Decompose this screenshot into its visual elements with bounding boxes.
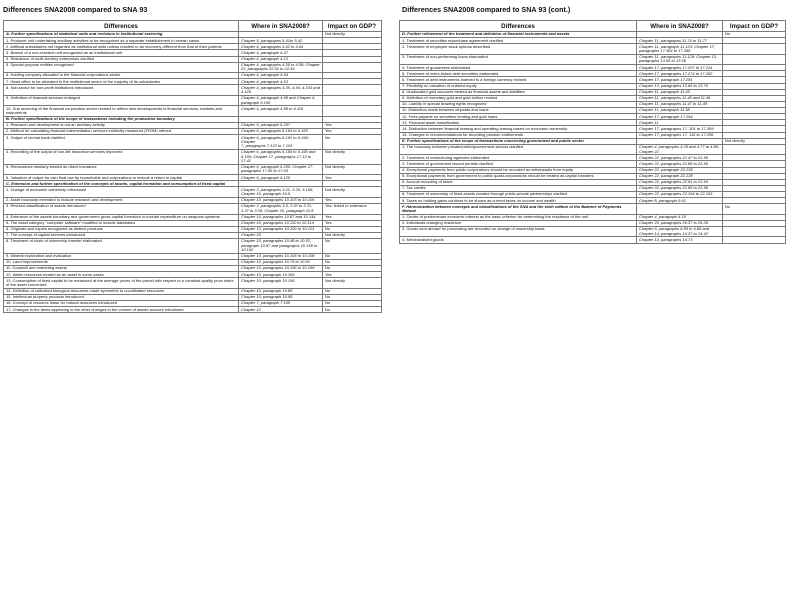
- impact-cell: No: [323, 288, 382, 294]
- where-cell: Chapter 6, paragraphs 6.85 to 6.86 and Chapter 14, paragraphs 14.37 to 14.42: [637, 227, 723, 237]
- difference-cell: 1. The boundary between private/public/government sectors clarified: [400, 144, 637, 154]
- table-row: [4, 307, 382, 313]
- where-cell: Chapter 6, paragraphs 6.151 to 6.156; Chapter 7, paragraphs 7.122 to 7.126: [239, 135, 323, 150]
- difference-cell: 4. Residence of multi-territory enterprises clarified: [4, 56, 239, 62]
- where-cell: Chapter 3, paragraphs 3.5, 3.30 to 3.31, 3.37 to 3.39; Chapter 10, paragraph 10.8: [239, 204, 323, 214]
- where-cell: Chapter 8, paragraph 8.61: [637, 198, 723, 204]
- difference-cell: 9. Definition of monetary gold and gold bullion revised: [400, 95, 637, 101]
- right-differences-table: [399, 20, 786, 244]
- difference-cell: 5. Reinsurance similarly treated as direct insurance: [4, 164, 239, 174]
- difference-cell: 5. Special purpose entities recognized: [4, 62, 239, 72]
- where-cell: Chapter 6, paragraphs 6.184 to 6.190 and 6.199; Chapter 17, paragraphs 17.13 to 17.42: [239, 149, 323, 164]
- where-cell: Chapter 10, paragraphs 10.79 to 10.81: [239, 259, 323, 265]
- where-cell: Chapter 17, paragraph 17.254: [637, 114, 723, 120]
- difference-cell: 10. Land improvements: [4, 259, 239, 265]
- right-page-title: Differences SNA2008 compared to SNA 93 (cont.): [402, 5, 571, 14]
- where-cell: Chapter 10, paragraphs 10.48 to 10.52, paragraph 10.97 and paragraphs 10.158 to 10.162: [239, 239, 323, 254]
- difference-cell: 8. Treatment of costs of ownership transfer elaborated: [4, 239, 239, 254]
- where-cell: Chapter 11, paragraph 11.45: [637, 89, 723, 95]
- section-impact: No: [723, 204, 786, 214]
- where-cell: Chapter 5, paragraphs 5.41to 5.42: [239, 38, 323, 44]
- where-cell: Chapter 10, paragraph 10.156: [239, 278, 323, 288]
- where-cell: Chapter 20: [239, 232, 323, 238]
- difference-cell: 6. Accrual recording of taxes: [400, 179, 637, 185]
- section-impact: Not directly: [323, 32, 382, 38]
- where-cell: Chapter 13, paragraphs 13.69 to 13.70: [637, 83, 723, 89]
- difference-cell: 11. Distinction made between deposits and loans: [400, 108, 637, 114]
- where-cell: Chapter 4, paragraph 4.53: [239, 79, 323, 85]
- where-cell: Chapter 22, paragraph 22.135: [637, 167, 723, 173]
- difference-cell: 6. Valuation of output for own final use by households and corporations to include a return to capital: [4, 175, 239, 181]
- impact-cell: Not directly: [323, 232, 382, 238]
- difference-cell: 3. Treatment of non-performing loans elaborated: [400, 54, 637, 64]
- impact-cell: [723, 237, 786, 243]
- where-cell: Chapter 10, paragraphs 10.110 to 10.114: [239, 220, 323, 226]
- where-cell: Chapter 14, paragraphs 14.73: [637, 237, 723, 243]
- table-row: [400, 227, 786, 237]
- section-impact: No: [723, 32, 786, 38]
- difference-cell: 13. Financial asset classification: [400, 120, 637, 126]
- difference-cell: 2. Artificial subsidiaries not regarded as institutional units unless resident in an economy different from that of their parents: [4, 44, 239, 50]
- difference-cell: 9. Definition of financial services enlarged: [4, 95, 239, 105]
- table-row: [4, 106, 382, 116]
- difference-cell: 7. The concept of capital services introduced: [4, 232, 239, 238]
- left-table-header: [4, 21, 382, 32]
- difference-cell: 5. The asset category "computer software" modified to include databases: [4, 220, 239, 226]
- difference-cell: 11. Goodwill and marketing assets: [4, 266, 239, 272]
- difference-cell: 2. Treatment of employee stock options described: [400, 44, 637, 54]
- difference-cell: 16. Concept of resource lease for natural resources introduced: [4, 301, 239, 307]
- where-cell: Chapter 10, paragraph 10.98: [239, 294, 323, 300]
- where-cell: Chapter 11, paragraphs 11.47 to 11.49: [637, 101, 723, 107]
- impact-cell: No: [323, 266, 382, 272]
- table-row: [4, 135, 382, 150]
- where-cell: Chapter 4, paragraph 4.13: [239, 56, 323, 62]
- table-row: [4, 239, 382, 254]
- impact-cell: Not directly: [323, 149, 382, 164]
- difference-cell: 8. Treatment of ownership of fixed assets created through public-private partnerships clarified: [400, 192, 637, 198]
- where-cell: Chapter 4, paragraphs 4.35, 4.94, 4.103 and 4.129: [239, 85, 323, 95]
- table-row: [400, 54, 786, 64]
- difference-cell: 15. Changes in recommendations for recording pension entitlements: [400, 132, 637, 138]
- where-cell: Chapter 10, paragraph 10.88: [239, 288, 323, 294]
- difference-cell: 2. Individuals changing residence: [400, 220, 637, 226]
- difference-cell: 4. Merchandised goods: [400, 237, 637, 243]
- section-where: [637, 204, 723, 214]
- right-table-header: [400, 21, 786, 32]
- table-row: [4, 214, 382, 220]
- where-cell: Chapter 11, paragraphs 11.74 to 11.77: [637, 38, 723, 44]
- impact-cell: [323, 62, 382, 72]
- impact-cell: No: [323, 301, 382, 307]
- table-row: [4, 204, 382, 214]
- where-cell: Chapter 3, paragraphs 3.21, 3.26, 3.169; Chapter 10, paragraph 10.5: [239, 187, 323, 197]
- difference-cell: 2. Method for calculating financial intermediation services indirectly measured (FISIM) refined: [4, 129, 239, 135]
- impact-cell: [323, 95, 382, 105]
- col-impact: Impact on GDP?: [723, 21, 786, 32]
- impact-cell: Yes: [323, 220, 382, 226]
- where-cell: Chapter 11, paragraphs 11.45 and 11.46: [637, 95, 723, 101]
- impact-cell: Not directly: [323, 278, 382, 288]
- difference-cell: 13. Consumption of fixed capital to be measured at the average prices of the period with respect to a constant-quality price index of the asset concerned: [4, 278, 239, 288]
- impact-cell: Yes: [323, 122, 382, 128]
- where-cell: Chapter 17, paragraphs 17. 116 to 17.206: [637, 132, 723, 138]
- section-heading: C. Extension and further specification of the concepts of assets, capital formation and consumption of fixed capital: [4, 181, 239, 187]
- difference-cell: 3. Revised classification of assets introduced: [4, 204, 239, 214]
- where-cell: Chapter 10, paragraphs 10.100 to 10.101: [239, 226, 323, 232]
- impact-cell: Yes: [323, 272, 382, 278]
- impact-cell: Not directly: [323, 187, 382, 197]
- impact-cell: [323, 85, 382, 95]
- where-cell: Chapter 4, paragraphs 4.25 and 4.77 to 4.80; Chapter 22: [637, 144, 723, 154]
- difference-cell: 2. Treatment of restructuring agencies elaborated: [400, 155, 637, 161]
- difference-cell: 6. Originals and copies recognized as distinct products: [4, 226, 239, 232]
- where-cell: Chapter 22, paragraphs 22.91 to 22.94: [637, 179, 723, 185]
- where-cell: Chapter 17, paragraphs 17. 301 to 17.309: [637, 126, 723, 132]
- where-cell: Chapter 7, paragraph 7.109: [239, 301, 323, 307]
- impact-cell: No: [323, 307, 382, 313]
- table-row: [4, 95, 382, 105]
- impact-cell: [323, 106, 382, 116]
- where-cell: Chapter 4, paragraph 4.98 to 4.116: [239, 106, 323, 116]
- col-impact: Impact on GDP?: [323, 21, 382, 32]
- impact-cell: Not directly: [323, 164, 382, 174]
- where-cell: Chapter 6, paragraph 6.200; Chapter 17, paragraphs 17.56 to 17.65: [239, 164, 323, 174]
- impact-cell: Yes: [323, 175, 382, 181]
- impact-cell: No: [323, 259, 382, 265]
- where-cell: Chapter 17, paragraph 17.281: [637, 77, 723, 83]
- impact-cell: Yes, linked to extension: [323, 204, 382, 214]
- where-cell: Chapter 22, paragraphs 22.88 to 22.90: [637, 161, 723, 167]
- where-cell: Chapter 26, paragraphs 26.37 to 26.39: [637, 220, 723, 226]
- section-impact: Not directly: [723, 138, 786, 144]
- table-row: [400, 237, 786, 243]
- table-row: [4, 149, 382, 164]
- difference-cell: 8. Unallocated gold accounts treated as financial assets and liabilities: [400, 89, 637, 95]
- difference-cell: 1. Research and development is not an ancillary activity: [4, 122, 239, 128]
- difference-cell: 9. Taxes on holding gains continue to be shown as current taxes on income and wealth: [400, 198, 637, 204]
- difference-cell: 1. Centre of predominant economic interest as the basic criterion for determining the residence of the unit: [400, 214, 637, 220]
- where-cell: Chapter 22, paragraph 22.138: [637, 173, 723, 179]
- where-cell: Chapter 4, paragraph 4.54: [239, 73, 323, 79]
- difference-cell: 1. Producer unit undertaking ancillary activities to be recognized as a separate establishment in certain cases: [4, 38, 239, 44]
- impact-cell: No: [323, 294, 382, 300]
- where-cell: Chapter 17, paragraphs 17.274 to 17.282: [637, 71, 723, 77]
- section-heading: E. Further specifications of the scope of transactions concerning government and public sector: [400, 138, 637, 144]
- where-cell: Chapter 6, paragraphs 6.163 to 6.165: [239, 129, 323, 135]
- where-cell: Chapter 10, paragraphs 10.87 and 10.144: [239, 214, 323, 220]
- table-row: [4, 62, 382, 72]
- difference-cell: 10. Liability in special drawing rights recognized: [400, 101, 637, 107]
- difference-cell: 4. Exceptional payments from public corporations should be recorded as withdrawals from equity: [400, 167, 637, 173]
- table-row: [4, 85, 382, 95]
- where-cell: Chapter 4, paragraph 4.47: [239, 50, 323, 56]
- where-cell: Chapter 4, paragraphs 4.55 to 4.58; Chapter 22, paragraphs 22.51 to 22.54: [239, 62, 323, 72]
- where-cell: Chapter 10, paragraphs 10.103 to 10.105: [239, 197, 323, 203]
- col-where: Where in SNA2008?: [239, 21, 323, 32]
- impact-cell: No: [323, 135, 382, 150]
- difference-cell: 15. Intellectual property products introduced: [4, 294, 239, 300]
- difference-cell: 4. Recording of the output of non-life insurance services improved: [4, 149, 239, 164]
- impact-cell: Yes: [323, 197, 382, 203]
- where-cell: Chapter 10, paragraphs 10.196 to 10.199: [239, 266, 323, 272]
- left-differences-table: [3, 20, 382, 313]
- difference-cell: 3. Branch of a non-resident unit recognized as an institutional unit: [4, 50, 239, 56]
- where-cell: Chapter 11: [637, 120, 723, 126]
- difference-cell: 5. Treatment of index-linked debt securities elaborated: [400, 71, 637, 77]
- where-cell: Chapter 6, paragraph 6.125: [239, 175, 323, 181]
- table-row: [400, 44, 786, 54]
- table-row: [4, 187, 382, 197]
- impact-cell: [723, 54, 786, 64]
- difference-cell: 12. Fees payable on securities lending and gold loans: [400, 114, 637, 120]
- section-heading-row: [400, 204, 786, 214]
- difference-cell: 7. Head office to be allocated to the institutional sector of the majority of its subsidiaries: [4, 79, 239, 85]
- where-cell: Chapter 22, paragraphs 22.95 to 22.98: [637, 185, 723, 191]
- where-cell: Chapter 10, paragraph 10.184: [239, 272, 323, 278]
- where-cell: Chapter 4, paragraphs 4.62 to 4.64: [239, 44, 323, 50]
- difference-cell: 14. Definition of cultivated biological resources made symmetric to uncultivated resources: [4, 288, 239, 294]
- where-cell: Chapter 11, paragraph 11.124; Chapter 17, paragraphs 17.384 to 17.398: [637, 44, 723, 54]
- impact-cell: No: [323, 253, 382, 259]
- difference-cell: 6. Treatment of debt instruments indexed to a foreign currency revised: [400, 77, 637, 83]
- where-cell: Chapter 11, paragraphs 11.129; Chapter 13, paragraphs 13.66 to 13.68: [637, 54, 723, 64]
- difference-cell: 1. Change of economic ownership introduced: [4, 187, 239, 197]
- where-cell: Chapter 22, paragraphs 22.47 to 22.50: [637, 155, 723, 161]
- section-heading: B. Further specifications of the scope of transactions including the production boundary: [4, 116, 239, 122]
- difference-cell: 10. Sub sectoring of the financial corporation sector revised to reflect new developments in financial services, markets and instruments: [4, 106, 239, 116]
- impact-cell: No: [323, 239, 382, 254]
- col-differences: Differences: [4, 21, 239, 32]
- col-differences: Differences: [400, 21, 637, 32]
- difference-cell: 9. Mineral exploration and evaluation: [4, 253, 239, 259]
- difference-cell: 5. Exceptional payments from government to public quasi-corporations should be treated as capital transfers: [400, 173, 637, 179]
- col-where: Where in SNA2008?: [637, 21, 723, 32]
- impact-cell: [723, 44, 786, 54]
- left-page-title: Differences SNA2008 compared to SNA 93: [3, 5, 148, 14]
- where-cell: Chapter 17, paragraphs 17.207 to 17.224: [637, 65, 723, 71]
- where-cell: Chapter 10, paragraphs 10.106 to 10.108: [239, 253, 323, 259]
- table-row: [4, 164, 382, 174]
- where-cell: Chapter 4, paragraph 4.10: [637, 214, 723, 220]
- difference-cell: 7. Tax credits: [400, 185, 637, 191]
- difference-cell: 3. Goods sent abroad for processing are recorded on change of ownership basis: [400, 227, 637, 237]
- where-cell: Chapter 11, paragraph 11.58: [637, 108, 723, 114]
- difference-cell: 8. Sub-sector for non-profit institutions introduced: [4, 85, 239, 95]
- difference-cell: 4. Extension of the assets boundary and government gross capital formation to include expenditure on weapons systems: [4, 214, 239, 220]
- difference-cell: 2. Asset boundary extended to include research and development: [4, 197, 239, 203]
- table-row: [400, 144, 786, 154]
- difference-cell: 14. Distinction between financial leasing and operating leasing based on economic ownership: [400, 126, 637, 132]
- where-cell: Chapter 12: [239, 307, 323, 313]
- difference-cell: 3. Output of central bank clarified: [4, 135, 239, 150]
- difference-cell: 12. Water resources treated as an asset in some cases: [4, 272, 239, 278]
- impact-cell: No: [323, 226, 382, 232]
- difference-cell: 6. Holding company allocated to the financial corporations sector: [4, 73, 239, 79]
- impact-cell: Yes: [323, 214, 382, 220]
- section-heading: F. Harmonization between concepts and classifications of the SNA and the sixth edition of the Balance of Payments Manual: [400, 204, 637, 214]
- where-cell: Chapter 22, paragraphs 22.154 to 22.163: [637, 192, 723, 198]
- section-heading: A. Further specifications of statistical units and revisions in institutional sectoring: [4, 32, 239, 38]
- impact-cell: Yes: [323, 129, 382, 135]
- where-cell: Chapter 6, paragraph 6.207: [239, 122, 323, 128]
- impact-cell: [723, 144, 786, 154]
- table-row: [4, 278, 382, 288]
- difference-cell: 3. Treatment of government issued permits clarified: [400, 161, 637, 167]
- difference-cell: 17. Changes in the items appearing in the other changes in the volume of assets account introduced: [4, 307, 239, 313]
- impact-cell: [723, 227, 786, 237]
- difference-cell: 4. Treatment of guarantees elaborated: [400, 65, 637, 71]
- difference-cell: 7. Flexibility on valuation of unlisted equity: [400, 83, 637, 89]
- section-heading: D. Further refinement of the treatment and definition of financial instruments and assets: [400, 32, 637, 38]
- where-cell: Chapter 4, paragraph 4.98 and Chapter 6, paragraph 6.156: [239, 95, 323, 105]
- difference-cell: 1. Treatment of securities repurchase agreement clarified: [400, 38, 637, 44]
